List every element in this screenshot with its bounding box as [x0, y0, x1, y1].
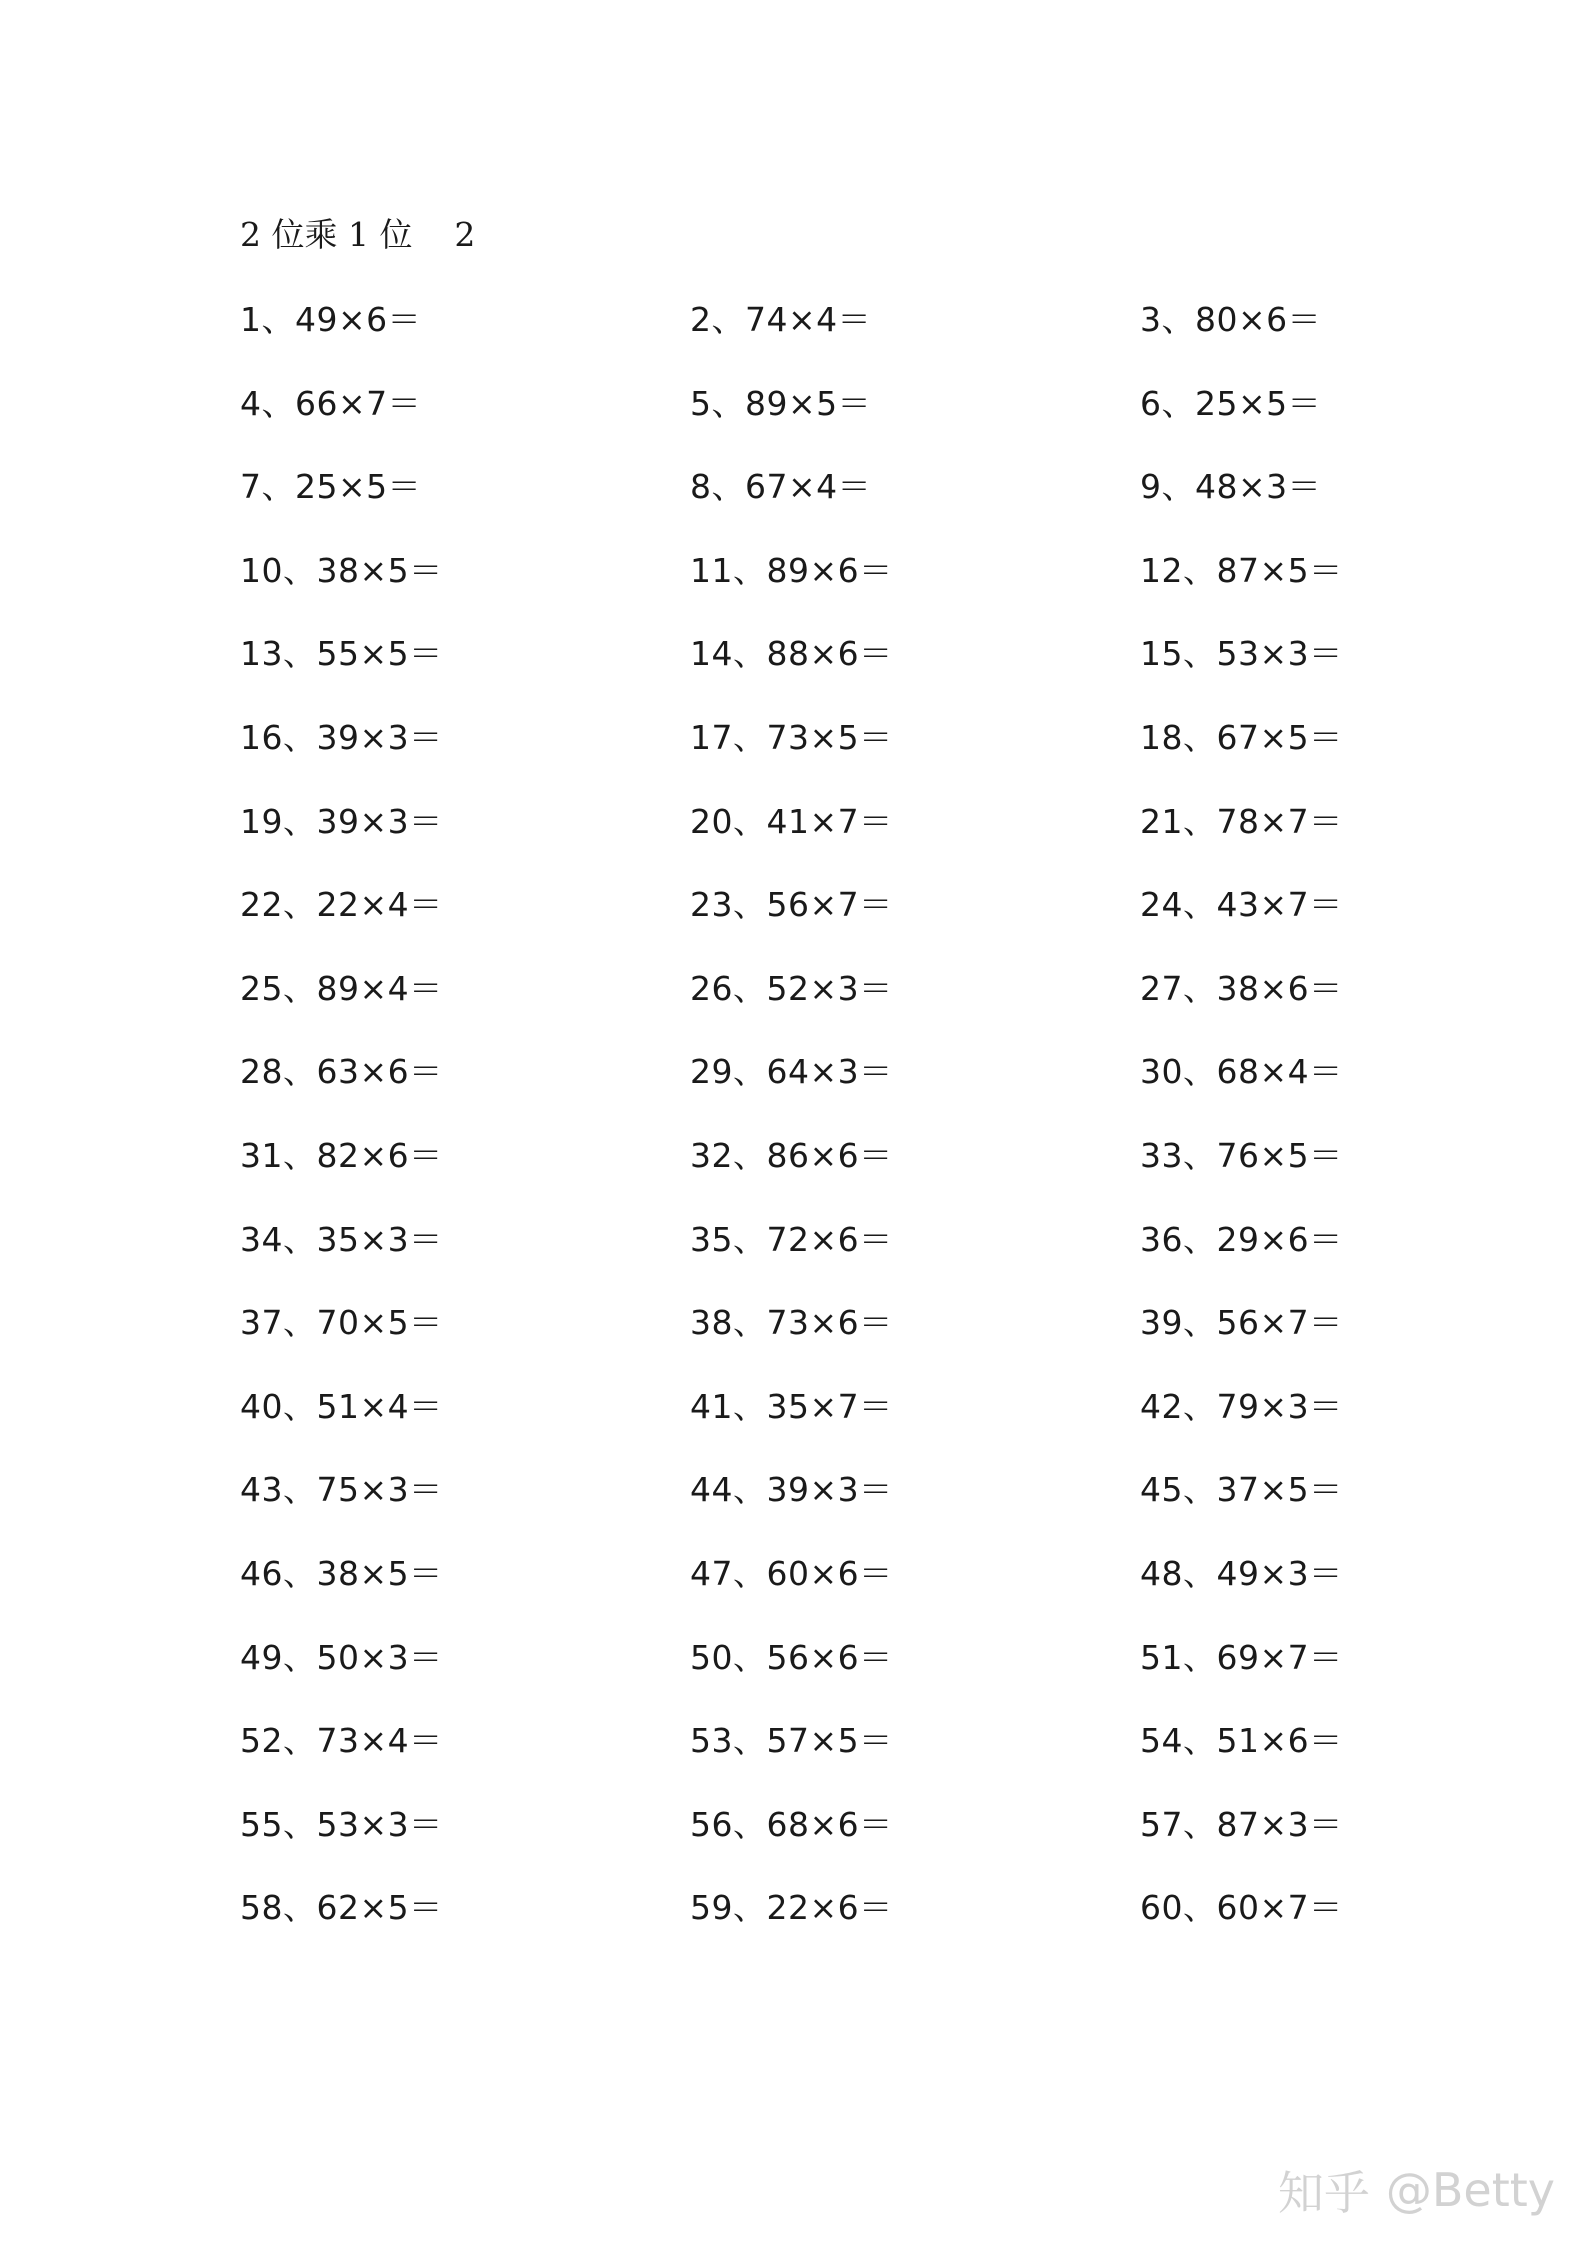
- problem-item: 59、22×6＝: [690, 1888, 893, 1928]
- problem-item: 29、64×3＝: [690, 1052, 893, 1092]
- problem-item: 52、73×4＝: [240, 1721, 443, 1761]
- problem-item: 56、68×6＝: [690, 1804, 893, 1844]
- problem-item: 43、75×3＝: [240, 1470, 443, 1510]
- problem-item: 38、73×6＝: [690, 1303, 893, 1343]
- problem-item: 46、38×5＝: [240, 1553, 443, 1593]
- problem-item: 19、39×3＝: [240, 801, 443, 841]
- problem-item: 25、89×4＝: [240, 968, 443, 1008]
- problem-item: 39、56×7＝: [1140, 1303, 1343, 1343]
- problem-item: 35、72×6＝: [690, 1219, 893, 1259]
- problem-item: 53、57×5＝: [690, 1721, 893, 1761]
- problem-item: 44、39×3＝: [690, 1470, 893, 1510]
- problem-item: 55、53×3＝: [240, 1804, 443, 1844]
- problem-item: 8、67×4＝: [690, 467, 872, 507]
- problem-item: 21、78×7＝: [1140, 801, 1343, 841]
- problem-item: 48、49×3＝: [1140, 1553, 1343, 1593]
- watermark-platform: 知乎: [1277, 2166, 1370, 2220]
- watermark: [1278, 2155, 1555, 2225]
- problem-item: 15、53×3＝: [1140, 634, 1343, 674]
- problem-item: 17、73×5＝: [690, 717, 893, 757]
- problem-item: 16、39×3＝: [240, 717, 443, 757]
- worksheet-title: 2 位乘 1 位 2: [240, 215, 476, 254]
- problem-item: 6、25×5＝: [1140, 383, 1322, 423]
- problem-item: 54、51×6＝: [1140, 1721, 1343, 1761]
- problem-item: 27、38×6＝: [1140, 968, 1343, 1008]
- problem-item: 34、35×3＝: [240, 1219, 443, 1259]
- problem-item: 58、62×5＝: [240, 1888, 443, 1928]
- problem-item: 7、25×5＝: [240, 467, 422, 507]
- problem-item: 2、74×4＝: [690, 300, 872, 339]
- problem-item: 13、55×5＝: [240, 634, 443, 674]
- problem-item: 40、51×4＝: [240, 1386, 443, 1426]
- problem-item: 28、63×6＝: [240, 1052, 443, 1092]
- problem-item: 23、56×7＝: [690, 885, 893, 925]
- problem-item: 49、50×3＝: [240, 1637, 443, 1677]
- problem-item: 30、68×4＝: [1140, 1052, 1343, 1092]
- problem-item: 51、69×7＝: [1140, 1637, 1343, 1677]
- problem-item: 33、76×5＝: [1140, 1135, 1343, 1175]
- problem-item: 3、80×6＝: [1140, 300, 1322, 339]
- problem-item: 60、60×7＝: [1140, 1888, 1343, 1928]
- problem-item: 31、82×6＝: [240, 1135, 443, 1175]
- problem-item: 57、87×3＝: [1140, 1804, 1343, 1844]
- problem-item: 47、60×6＝: [690, 1553, 893, 1593]
- problem-item: 14、88×6＝: [690, 634, 893, 674]
- problem-item: 1、49×6＝: [240, 300, 422, 339]
- problem-item: 9、48×3＝: [1140, 467, 1322, 507]
- problem-item: 20、41×7＝: [690, 801, 893, 841]
- problem-grid: [240, 292, 1440, 1964]
- problem-item: 5、89×5＝: [690, 383, 872, 423]
- problem-item: 10、38×5＝: [240, 550, 443, 590]
- problem-item: 22、22×4＝: [240, 885, 443, 925]
- problem-item: 4、66×7＝: [240, 383, 422, 423]
- problem-item: 37、70×5＝: [240, 1303, 443, 1343]
- watermark-author: @Betty: [1385, 2163, 1555, 2217]
- problem-item: 11、89×6＝: [690, 550, 893, 590]
- problem-item: 50、56×6＝: [690, 1637, 893, 1677]
- problem-item: 18、67×5＝: [1140, 717, 1343, 757]
- problem-item: 36、29×6＝: [1140, 1219, 1343, 1259]
- problem-item: 41、35×7＝: [690, 1386, 893, 1426]
- problem-item: 26、52×3＝: [690, 968, 893, 1008]
- problem-item: 45、37×5＝: [1140, 1470, 1343, 1510]
- problem-item: 24、43×7＝: [1140, 885, 1343, 925]
- problem-item: 32、86×6＝: [690, 1135, 893, 1175]
- problem-item: 42、79×3＝: [1140, 1386, 1343, 1426]
- problem-item: 12、87×5＝: [1140, 550, 1343, 590]
